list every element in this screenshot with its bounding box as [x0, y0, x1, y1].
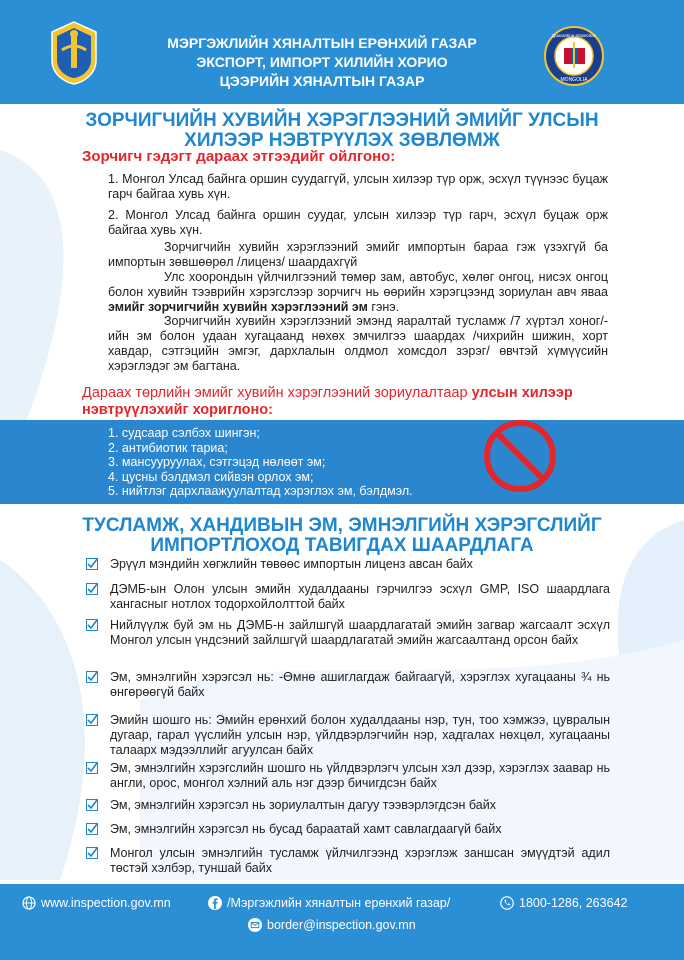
- ban-list: [108, 426, 413, 499]
- requirements-title: [40, 516, 644, 556]
- requirement-text: Эм, эмнэлгийн хэрэгслийн шошго нь үйлдвэрлэгч улсын хэл дээр, хэрэглэх заавар нь англи, орос, монгол хэлний аль нэг дээр бичигдсэн байх: [110, 761, 610, 790]
- phone-icon: [500, 896, 514, 910]
- paragraph-4-bold: эмийг зорчигчийн хувийн хэрэглээний эм: [108, 300, 368, 314]
- checkbox-icon: [86, 762, 98, 774]
- checkbox-icon: [86, 558, 98, 570]
- header-line-1: МЭРГЭЖЛИЙН ХЯНАЛТЫН ЕРӨНХИЙ ГАЗАР: [167, 35, 477, 51]
- requirement-text: Эрүүл мэндийн хөгжлийн төвөөс импортын лиценз авсан байх: [110, 557, 473, 571]
- checkbox-icon: [86, 583, 98, 595]
- requirement-text: Эм, эмнэлгийн хэрэгсэл нь: -Өмнө ашиглагдаж байгаагүй, хэрэглэх хугацааны ¾ нь өнгөрөөгүй байх: [110, 670, 610, 699]
- ban-item: 3. мансууруулах, сэтгэцэд нөлөөт эм;: [108, 455, 326, 469]
- requirement-text: Монгол улсын эмнэлгийн тусламж үйлчилгээнд хэрэглэж заншсан эмүүдтэй адил төстэй хэлбэр, туншай байх: [110, 846, 610, 875]
- requirements-title-line-1: ТУСЛАМЖ, ХАНДИВЫН ЭМ, ЭМНЭЛГИЙН ХЭРЭГСЛИЙГ: [82, 515, 602, 536]
- facebook-icon: [208, 896, 222, 910]
- header-line-2: ЭКСПОРТ, ИМПОРТ ХИЛИЙН ХОРИО: [196, 54, 448, 70]
- paragraph-5: Зорчигчийн хувийн хэрэглээний эмэнд яаралтай тусламж /7 хүртэл хоног/-ийн эм болон удаан хугацаанд нөхөх эмчилгээ шаардах /чихрийн шижин, хорт хавдар, сэтгэцийн эмгэг, дархлалын олдмол хомсдол зэрэг/ өвчтэй хүмүүсийн хэрэглэдэг эм багтана.: [108, 314, 608, 373]
- seal-top-text: Quarantine Inspection: [551, 33, 597, 38]
- header-line-3: ЦЭЭРИЙН ХЯНАЛТЫН ГАЗАР: [219, 73, 425, 89]
- ban-item: 5. нийтлэг дархлаажуулалтад хэрэглэх эм, бэлдмэл.: [108, 484, 413, 498]
- checkbox-icon: [86, 847, 98, 859]
- requirements-title-line-2: ИМПОРТЛОХОД ТАВИГДАХ ШААРДЛАГА: [150, 535, 534, 556]
- globe-icon: [22, 896, 36, 910]
- footer-bar: [0, 884, 684, 960]
- no-entry-icon: [482, 418, 558, 494]
- footer-phone[interactable]: [500, 896, 627, 910]
- ban-item: 4. цусны бэлдмэл сийвэн орлох эм;: [108, 469, 314, 484]
- requirement-text: Эмийн шошго нь: Эмийн ерөнхий болон худалдааны нэр, тун, тоо хэмжээ, цувралын дугаар, гарал үүслийн улсын нэр, үйлдвэрлэгчийн нэр, хадгалах нөхцөл, хугацааны талаарх мэдээллийг агуулсан байх: [110, 713, 610, 757]
- seal-bottom-text: MONGOLIA: [560, 77, 588, 83]
- emblem-logo-icon: [48, 20, 100, 86]
- facebook-link[interactable]: /Мэргэжлийн хяналтын ерөнхий газар/: [227, 896, 451, 910]
- requirement-text: Эм, эмнэлгийн хэрэгсэл нь бусад бараатай хамт савлагдаагүй байх: [110, 822, 502, 836]
- ban-heading: [82, 385, 602, 419]
- definition-heading: Зорчигч гэдэгт дараах этгээдийг ойлгоно:: [82, 148, 396, 165]
- footer-facebook[interactable]: [208, 896, 450, 910]
- website-link[interactable]: www.inspection.gov.mn: [41, 896, 171, 910]
- checkbox-icon: [86, 823, 98, 835]
- paragraph-3: Зорчигчийн хувийн хэрэглээний эмийг импортын бараа гэж үзэхгүй ба импортын зөвшөөрөл /лиценз/ шаардахгүй: [108, 240, 608, 269]
- ban-heading-normal: Дараах төрлийн эмийг хувийн хэрэглээний зориулалтаар: [82, 385, 472, 401]
- paragraph-1: 1. Монгол Улсад байнга оршин суудаггүй, улсын хилээр түр орж, эсхүл түүнээс буцаж гарч байгаа хувь хүн.: [108, 172, 608, 201]
- checkbox-icon: [86, 619, 98, 631]
- checkbox-icon: [86, 799, 98, 811]
- requirement-text: Нийлүүлж буй эм нь ДЭМБ-н зайлшгүй шаардлагатай эмийн загвар жагсаалт эсхүл Монгол улсын үндсэний зайлшгүй шаардлагатай эмийн жагсаалтанд орсон байх: [110, 618, 610, 647]
- header-bar: [0, 0, 684, 104]
- paragraph-4-end: гэнэ.: [367, 300, 400, 314]
- main-title: [40, 111, 644, 151]
- email-icon: [248, 918, 262, 932]
- paragraph-4-start: Улс хоорондын үйлчилгээний төмөр зам, автобус, хөлөг онгоц, нисэх онгоц болон хувийн тээврийн хэрэгслээр зорчигч нь өөрийн хэрэгцээнд зориулан авч яваа: [108, 270, 608, 299]
- quarantine-seal-icon: [544, 26, 604, 86]
- phone-number[interactable]: 1800-1286, 263642: [519, 896, 628, 910]
- main-title-line-2: ХИЛЭЭР НЭВТРҮҮЛЭХ ЗӨВЛӨМЖ: [184, 130, 500, 151]
- ban-item: 1. судсаар сэлбэх шингэн;: [108, 426, 260, 440]
- footer-email[interactable]: [248, 918, 416, 932]
- requirement-text: Эм, эмнэлгийн хэрэгсэл нь зориулалтын дагуу тээвэрлэгдсэн байх: [110, 798, 496, 812]
- paragraph-4: [108, 270, 608, 315]
- ban-heading-bold: улсын хилээр нэвтрүүлэхийг хориглоно:: [82, 385, 573, 418]
- checkbox-icon: [86, 671, 98, 683]
- checkbox-icon: [86, 714, 98, 726]
- main-title-line-1: ЗОРЧИГЧИЙН ХУВИЙН ХЭРЭГЛЭЭНИЙ ЭМИЙГ УЛСЫН: [85, 110, 599, 131]
- requirement-text: ДЭМБ-ын Олон улсын эмийн худалдааны гэрчилгээ эсхүл GMP, ISO шаардлага хангасныг нотлох тодорхойлолттой байх: [110, 582, 610, 611]
- email-link[interactable]: border@inspection.gov.mn: [267, 918, 416, 932]
- paragraph-2: 2. Монгол Улсад байнга оршин суудаг, улсын хилээр түр гарч, эсхүл буцаж орж байгаа хувь хүн.: [108, 208, 608, 237]
- ban-item: 2. антибиотик тариа;: [108, 440, 228, 455]
- footer-website[interactable]: [22, 896, 171, 910]
